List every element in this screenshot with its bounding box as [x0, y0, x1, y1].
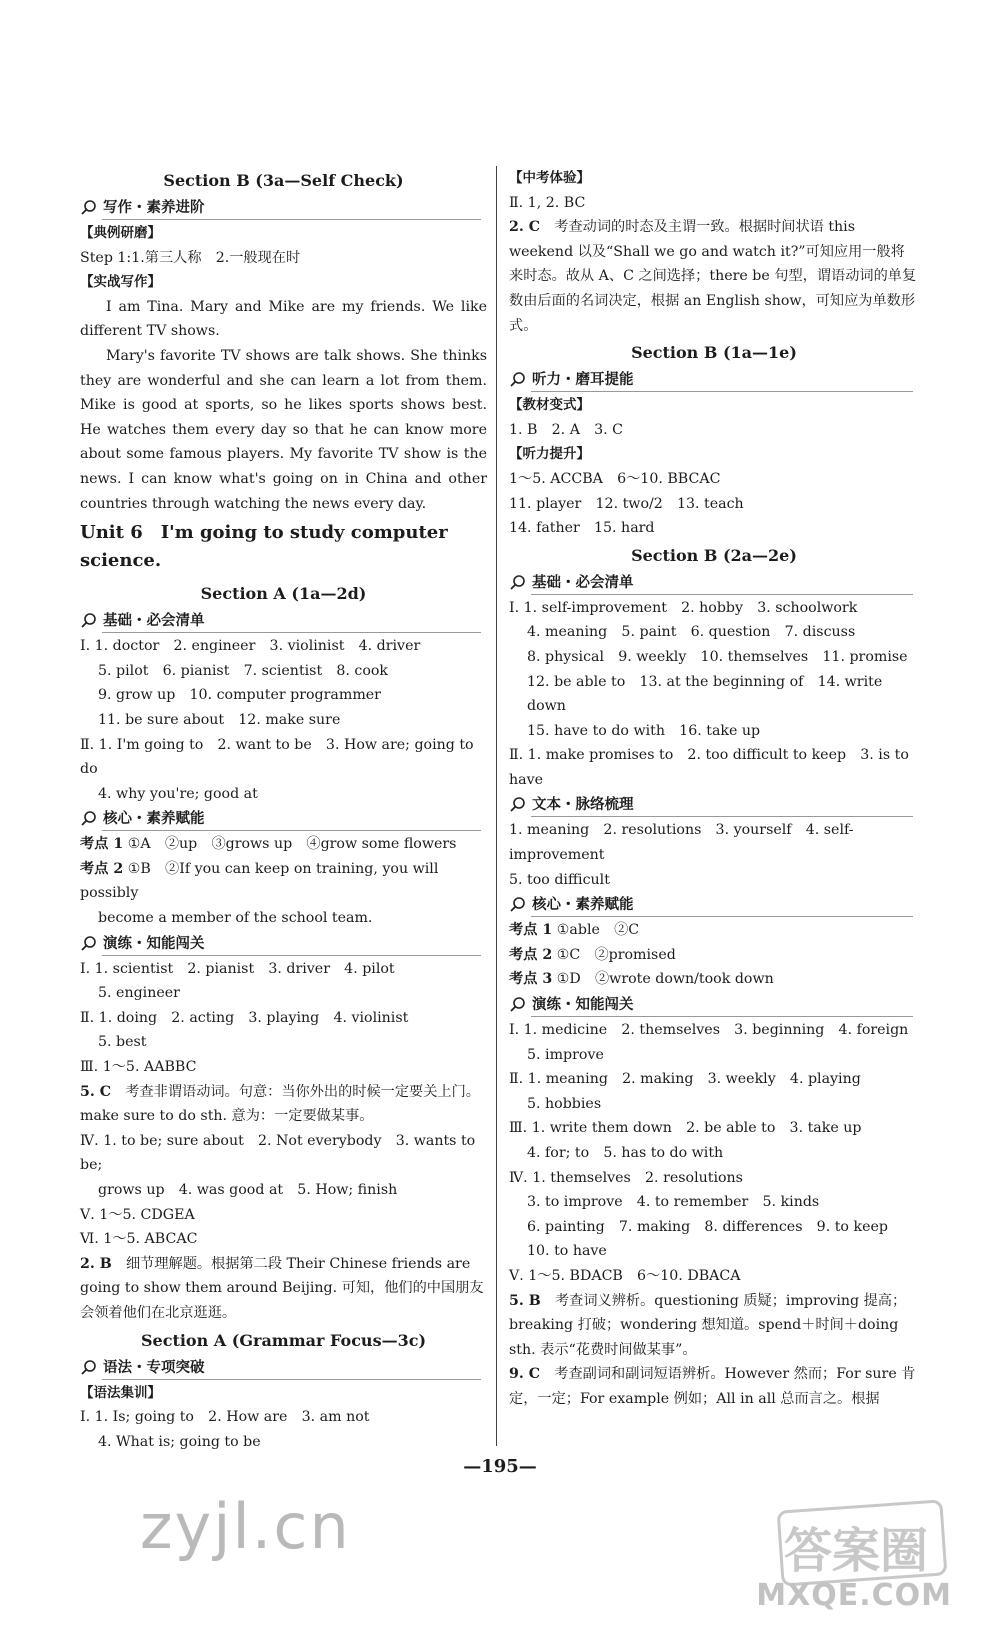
- answer-line: 11. player 12. two/2 13. teach: [509, 495, 744, 512]
- page-number: —195—: [463, 1456, 537, 1477]
- tag-label: 【听力提升】: [509, 446, 590, 463]
- point-text: ①C ②promised: [556, 946, 676, 963]
- point-key: 考点 2: [509, 946, 553, 963]
- band-label: 演练・知能闯关: [532, 996, 634, 1014]
- column-divider: [496, 166, 497, 1446]
- section-title: Section A (1a—2d): [200, 584, 367, 604]
- band-label: 基础・必会清单: [103, 612, 205, 630]
- section-title: Section A (Grammar Focus—3c): [140, 1330, 427, 1350]
- band-label: 演练・知能闯关: [103, 934, 205, 952]
- magnifier-icon: [80, 810, 98, 828]
- essay-paragraph: I am Tina. Mary and Mike are my friends. We like different TV shows.: [80, 298, 487, 340]
- tag-label: 【中考体验】: [509, 170, 590, 186]
- point-key: 考点 2: [80, 860, 124, 877]
- band-label: 基础・必会清单: [532, 573, 634, 591]
- point-text: ①A ②up ③grows up ④grow some flowers: [127, 836, 457, 853]
- point-text: ①D ②wrote down/took down: [556, 971, 774, 988]
- point-key: 考点 1: [80, 836, 124, 853]
- note-text: 考查词义辨析。questioning 质疑；improving 提高；breaking 打破；wondering 想知道。spend＋时间＋doing sth. 表示“花费时间做某事”。: [509, 1292, 907, 1358]
- magnifier-icon: [509, 574, 527, 592]
- explanation: [80, 1252, 487, 1326]
- band-label: 核心・素养赋能: [103, 810, 205, 828]
- point-key: 考点 3: [509, 971, 553, 988]
- answer-line: grows up 4. was good at 5. How; finish: [98, 1182, 398, 1198]
- section-band: [80, 1357, 487, 1379]
- answer-line: 4. What is; going to be: [98, 1433, 261, 1450]
- tag-label: 【实战写作】: [80, 274, 161, 291]
- answer-line: [509, 943, 919, 968]
- explanation: [509, 1289, 919, 1363]
- magnifier-icon: [80, 1359, 98, 1377]
- section-band: [80, 808, 487, 830]
- answer-line: Ⅱ. 1. I'm going to 2. want to be 3. How are; going to do: [80, 736, 474, 778]
- left-column: [80, 166, 487, 1454]
- explanation: [509, 215, 919, 338]
- answer-line: 14. father 15. hard: [509, 520, 655, 537]
- note-key: 2. B: [80, 1255, 112, 1272]
- answer-line: 5. too difficult: [509, 871, 610, 888]
- note-key: 5. C: [80, 1083, 112, 1100]
- section-title: Section B (3a—Self Check): [163, 171, 404, 190]
- answer-line: Step 1:1.第三人称 2.一般现在时: [80, 249, 301, 266]
- answer-line: 10. to have: [527, 1243, 607, 1260]
- answer-line: Ⅰ. 1. Is; going to 2. How are 3. am not: [80, 1409, 370, 1426]
- answer-line: 5. engineer: [98, 985, 180, 1002]
- answer-line: Ⅰ. 1. scientist 2. pianist 3. driver 4. pilot: [80, 960, 395, 977]
- note-text: 考查非谓语动词。句意：当你外出的时候一定要关上门。make sure to do sth. 意为：一定要做某事。: [80, 1083, 480, 1125]
- point-text: ①B ②If you can keep on training, you will possibly: [80, 860, 439, 902]
- answer-line: Ⅲ. 1. write them down 2. be able to 3. take up: [509, 1120, 862, 1137]
- answer-line: Ⅱ. 1. make promises to 2. too difficult to keep 3. is to have: [509, 747, 909, 788]
- answer-line: Ⅰ. 1. self-improvement 2. hobby 3. schoolwork: [509, 599, 858, 616]
- answer-line: 9. grow up 10. computer programmer: [98, 687, 381, 704]
- magnifier-icon: [509, 996, 527, 1014]
- answer-line: [509, 918, 919, 943]
- note-text: 细节理解题。根据第二段 Their Chinese friends are going to show them around Beijing. 可知，他们的中国朋友会领着他们在北京逛逛。: [80, 1255, 484, 1321]
- answer-line: 1. B 2. A 3. C: [509, 421, 624, 438]
- band-label: 写作・素养进阶: [103, 199, 205, 216]
- answer-line: 4. for; to 5. has to do with: [527, 1145, 724, 1161]
- answer-line: 3. to improve 4. to remember 5. kinds: [527, 1194, 820, 1211]
- answer-line: 8. physical 9. weekly 10. themselves 11. promise: [527, 648, 908, 665]
- answer-line: [509, 967, 919, 992]
- magnifier-icon: [80, 612, 98, 630]
- answer-line: 5. best: [98, 1034, 147, 1051]
- section-band: [509, 994, 919, 1016]
- note-key: 9. C: [509, 1366, 541, 1383]
- unit-title: Unit 6 I'm going to study computer science.: [80, 522, 448, 572]
- answer-line: 5. improve: [527, 1046, 604, 1063]
- explanation: [509, 1362, 919, 1411]
- section-title: Section B (2a—2e): [631, 545, 797, 565]
- section-band: [509, 369, 919, 391]
- answer-line: Ⅱ. 1, 2. BC: [509, 194, 586, 211]
- note-text: 考查副词和副词短语辨析。However 然而；For sure 肯定，一定；For example 例如；All in all 总而言之。根据: [509, 1366, 916, 1407]
- note-text: 考查动词的时态及主谓一致。根据时间状语 this weekend 以及“Shall we go and watch it?”可知应用一般将来时态。故从 A、C 之间选择；there be 句型，谓语动词的单复数由后面的名词决定，根据 an English show，可知应为单数形式。: [509, 219, 917, 334]
- note-key: 5. B: [509, 1292, 541, 1309]
- explanation: [80, 1080, 487, 1129]
- answer-line: 4. why you're; good at: [98, 785, 258, 802]
- section-title: Section B (1a—1e): [631, 343, 797, 363]
- point-text: ①able ②C: [556, 922, 640, 939]
- answer-line: Ⅰ. 1. medicine 2. themselves 3. beginning 4. foreign: [509, 1022, 909, 1039]
- note-key: 2. C: [509, 219, 541, 236]
- tag-label: 【典例研磨】: [80, 225, 161, 241]
- answer-line: 5. hobbies: [527, 1095, 602, 1112]
- watermark: zyjl.cn: [140, 1490, 351, 1563]
- section-band: [509, 894, 919, 916]
- watermark-logo: 答案圈: [783, 1523, 928, 1579]
- magnifier-icon: [80, 935, 98, 953]
- magnifier-icon: [509, 896, 527, 914]
- answer-line: Ⅰ. 1. doctor 2. engineer 3. violinist 4. driver: [80, 638, 421, 655]
- watermark-site: MXQE.COM: [756, 1578, 952, 1613]
- right-column: [509, 166, 919, 1412]
- answer-line: Ⅵ. 1～5. ABCAC: [80, 1231, 198, 1248]
- band-label: 文本・脉络梳理: [532, 796, 634, 814]
- magnifier-icon: [509, 371, 527, 389]
- answer-line: 1. meaning 2. resolutions 3. yourself 4. self-improvement: [509, 822, 854, 864]
- answer-line: Ⅱ. 1. meaning 2. making 3. weekly 4. playing: [509, 1071, 861, 1088]
- answer-line: Ⅱ. 1. doing 2. acting 3. playing 4. violinist: [80, 1009, 409, 1026]
- section-band: [509, 794, 919, 816]
- band-label: 语法・专项突破: [103, 1358, 205, 1376]
- answer-line: 12. be able to 13. at the beginning of 14. write down: [527, 673, 883, 715]
- answer-line: 1～5. ACCBA 6～10. BBCAC: [509, 470, 721, 487]
- answer-line: 15. have to do with 16. take up: [527, 722, 761, 739]
- section-band: [80, 933, 487, 955]
- tag-label: 【教材变式】: [509, 397, 590, 414]
- answer-line: become a member of the school team.: [98, 910, 373, 927]
- band-label: 听力・磨耳提能: [532, 371, 634, 389]
- tag-label: 【语法集训】: [80, 1384, 161, 1401]
- answer-line: Ⅲ. 1～5. AABBC: [80, 1059, 197, 1076]
- point-key: 考点 1: [509, 922, 553, 939]
- answer-line: [80, 857, 487, 906]
- answer-line: 5. pilot 6. pianist 7. scientist 8. cook: [98, 662, 389, 679]
- section-band: [80, 610, 487, 632]
- answer-line: [80, 832, 487, 857]
- section-band: [509, 572, 919, 594]
- magnifier-icon: [80, 199, 98, 217]
- band-label: 核心・素养赋能: [532, 896, 634, 914]
- answer-line: 6. painting 7. making 8. differences 9. to keep: [527, 1218, 888, 1235]
- answer-line: Ⅴ. 1～5. BDACB 6～10. DBACA: [509, 1267, 741, 1284]
- section-band: [80, 197, 487, 219]
- answer-line: 11. be sure about 12. make sure: [98, 711, 341, 728]
- answer-line: Ⅴ. 1～5. CDGEA: [80, 1206, 195, 1223]
- answer-line: Ⅳ. 1. themselves 2. resolutions: [509, 1169, 743, 1186]
- magnifier-icon: [509, 796, 527, 814]
- answer-line: 4. meaning 5. paint 6. question 7. discuss: [527, 624, 856, 641]
- essay-paragraph: Mary's favorite TV shows are talk shows. She thinks they are wonderful and she can learn a lot from them. Mike is good at sports, so he likes sports shows best. He watches them every day so that he can know more about some famous players. My favorite TV show is the news. I can know what's going on in China and other countries through watching the news every day.: [80, 347, 487, 512]
- answer-line: Ⅳ. 1. to be; sure about 2. Not everybody 3. wants to be;: [80, 1132, 476, 1174]
